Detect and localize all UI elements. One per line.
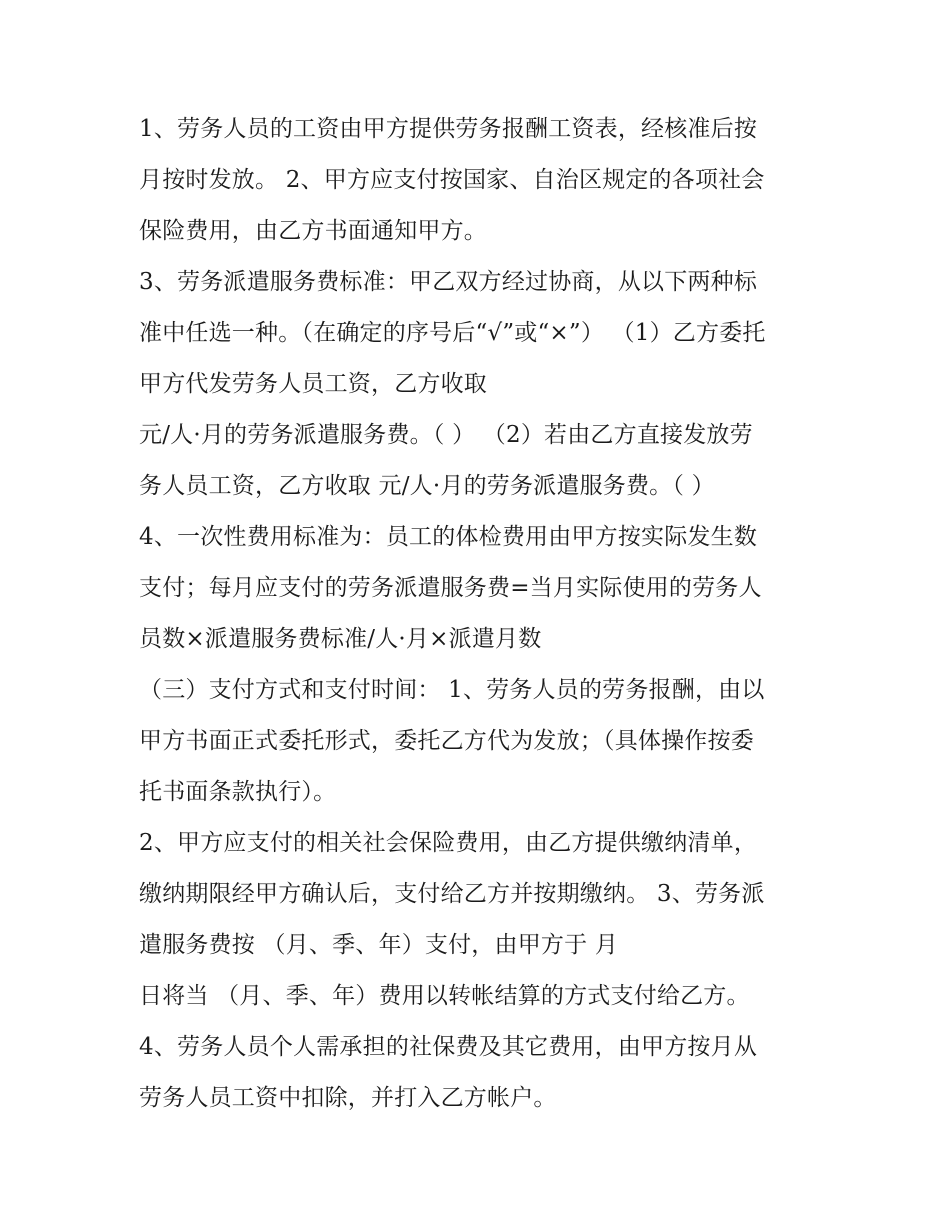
text-line-10: 支付；每月应支付的劳务派遣服务费=当月实际使用的劳务人 bbox=[139, 575, 762, 601]
text-line-9: 4、一次性费用标准为：员工的体检费用由甲方按实际发生数 bbox=[139, 524, 758, 550]
text-line-19: 4、劳务人员个人需承担的社保费及其它费用，由甲方按月从 bbox=[139, 1034, 758, 1060]
text-line-17: 遣服务费按 （月、季、年）支付，由甲方于 月 bbox=[139, 932, 619, 958]
text-line-14: 托书面条款执行）。 bbox=[139, 779, 337, 805]
text-line-6: 甲方代发劳务人员工资，乙方收取 bbox=[139, 371, 487, 397]
text-line-7: 元/人·月的劳务派遣服务费。（ ） （2）若由乙方直接发放劳 bbox=[139, 422, 753, 448]
text-line-3: 保险费用，由乙方书面通知甲方。 bbox=[139, 218, 487, 244]
text-line-15: 2、甲方应支付的相关社会保险费用，由乙方提供缴纳清单， bbox=[139, 830, 758, 856]
text-line-1: 1、劳务人员的工资由甲方提供劳务报酬工资表，经核准后按 bbox=[139, 116, 758, 142]
text-line-16: 缴纳期限经甲方确认后，支付给乙方并按期缴纳。 3、劳务派 bbox=[139, 881, 765, 907]
text-line-12: （三）支付方式和支付时间： 1、劳务人员的劳务报酬，由以 bbox=[139, 677, 765, 703]
text-line-11: 员数×派遣服务费标准/人·月×派遣月数 bbox=[139, 626, 542, 652]
text-line-2: 月按时发放。 2、甲方应支付按国家、自治区规定的各项社会 bbox=[139, 167, 765, 193]
text-line-20: 劳务人员工资中扣除，并打入乙方帐户。 bbox=[139, 1085, 557, 1111]
text-line-13: 甲方书面正式委托形式，委托乙方代为发放；（具体操作按委 bbox=[139, 728, 754, 754]
text-line-18: 日将当 （月、季、年）费用以转帐结算的方式支付给乙方。 bbox=[139, 983, 750, 1009]
text-line-5: 准中任选一种。（在确定的序号后“√”或“×”） （1）乙方委托 bbox=[139, 320, 766, 346]
document-body bbox=[139, 104, 829, 1124]
text-line-4: 3、劳务派遣服务费标准：甲乙双方经过协商，从以下两种标 bbox=[139, 269, 758, 295]
text-line-8: 务人员工资，乙方收取 元/人·月的劳务派遣服务费。（ ） bbox=[139, 473, 715, 499]
